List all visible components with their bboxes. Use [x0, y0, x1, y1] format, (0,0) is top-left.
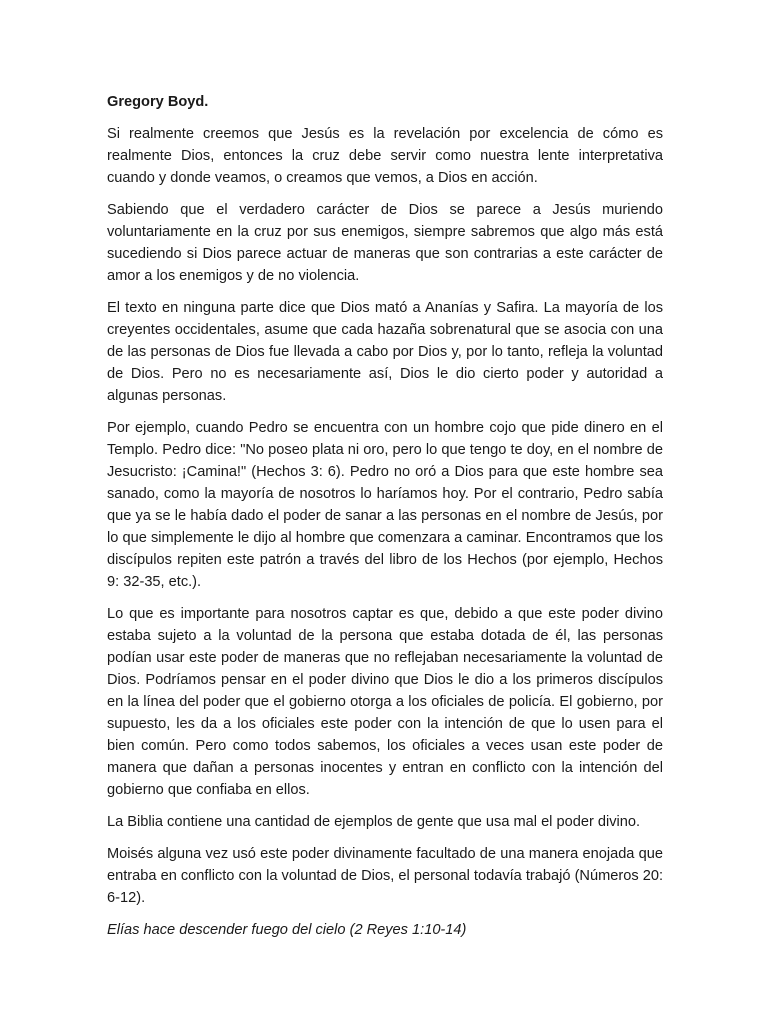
- paragraph-4: Por ejemplo, cuando Pedro se encuentra con un hombre cojo que pide dinero en el Templo. Pedro dice: "No poseo plata ni oro, pero lo que tengo te doy, en el nombre de Jesucristo: ¡Camina!" (Hechos 3: 6). Pedro no oró a Dios para que este hombre sea sanado, como la mayoría de nosotros lo haríamos hoy. Por el contrario, Pedro sabía que ya se le había dado el poder de sanar a las personas en el nombre de Jesús, por lo que simplemente le dijo al hombre que comenzara a caminar. Encontramos que los discípulos repiten este patrón a través del libro de los Hechos (por ejemplo, Hechos 9: 32-35, etc.).: [107, 420, 663, 590]
- paragraph-8-italic: Elías hace descender fuego del cielo (2 Reyes 1:10-14): [107, 922, 467, 938]
- document-page: [107, 91, 663, 951]
- paragraph-1: Si realmente creemos que Jesús es la revelación por excelencia de cómo es realmente Dios, entonces la cruz debe servir como nuestra lente interpretativa cuando y donde veamos, o creamos que vemos, a Dios en acción.: [107, 126, 663, 186]
- paragraph-5: Lo que es importante para nosotros captar es que, debido a que este poder divino estaba sujeto a la voluntad de la persona que estaba dotada de él, las personas podían usar este poder de maneras que no reflejaban necesariamente la voluntad de Dios. Podríamos pensar en el poder divino que Dios le dio a los primeros discípulos en la línea del poder que el gobierno otorga a los oficiales de policía. El gobierno, por supuesto, les da a los oficiales este poder con la intención de que lo usen para el bien común. Pero como todos sabemos, los oficiales a veces usan este poder de manera que dañan a personas inocentes y entran en conflicto con la intención del gobierno que confiaba en ellos.: [107, 606, 663, 798]
- document-title: Gregory Boyd.: [107, 94, 209, 110]
- paragraph-6: La Biblia contiene una cantidad de ejemplos de gente que usa mal el poder divino.: [107, 814, 641, 830]
- paragraph-3: El texto en ninguna parte dice que Dios mató a Ananías y Safira. La mayoría de los creyentes occidentales, asume que cada hazaña sobrenatural que se asocia con una de las personas de Dios fue llevada a cabo por Dios y, por lo tanto, refleja la voluntad de Dios. Pero no es necesariamente así, Dios le dio cierto poder y autoridad a algunas personas.: [107, 300, 663, 404]
- paragraph-2: Sabiendo que el verdadero carácter de Dios se parece a Jesús muriendo voluntariamente en la cruz por sus enemigos, siempre sabremos que algo más está sucediendo si Dios parece actuar de maneras que son contrarias a este carácter de amor a los enemigos y de no violencia.: [107, 202, 663, 284]
- paragraph-7: Moisés alguna vez usó este poder divinamente facultado de una manera enojada que entraba en conflicto con la voluntad de Dios, el personal todavía trabajó (Números 20: 6-12).: [107, 846, 663, 906]
